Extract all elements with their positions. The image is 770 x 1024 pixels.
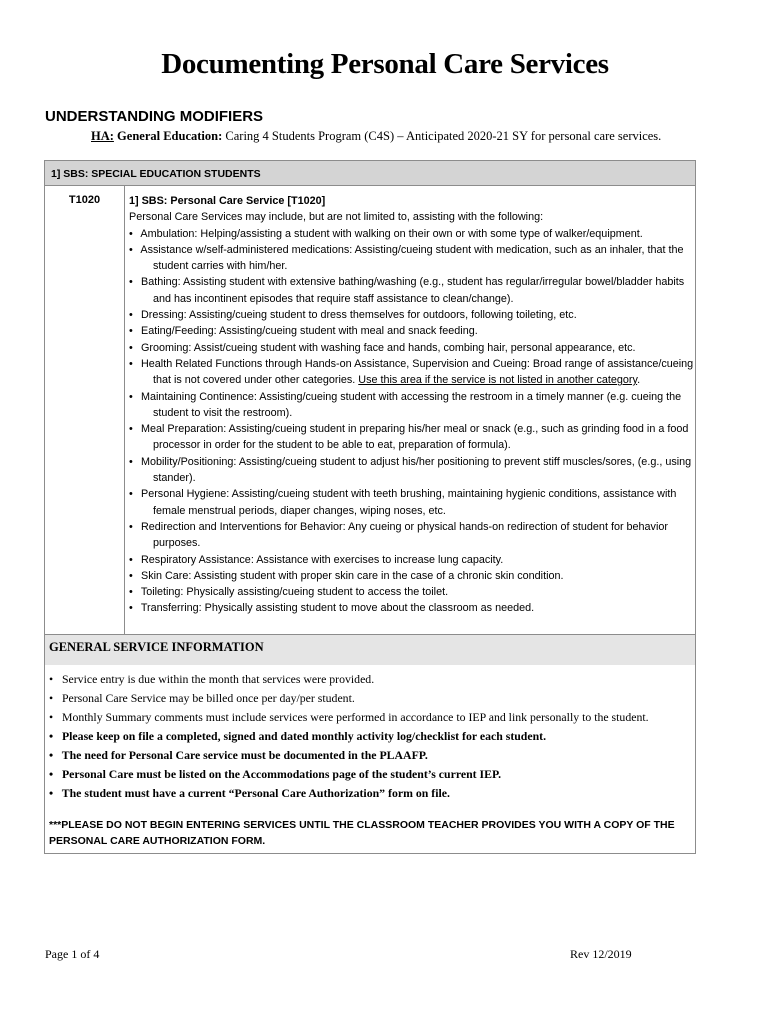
service-list [129, 226, 695, 617]
list-item: • The student must have a current “Personal Care Authorization” form on file. [49, 784, 689, 803]
bullet-icon: • [129, 520, 133, 533]
general-info-list [49, 670, 689, 803]
bullet-icon: • [129, 341, 133, 354]
list-item: • Health Related Functions through Hands-on Assistance, Supervision and Cueing: Broad range of assistance/cueing that is not covered under other categories. Use this area if the service is not listed in another category. [129, 357, 694, 387]
bullet-icon: • [49, 748, 54, 762]
list-item: • Ambulation: Helping/assisting a student with walking on their own or with some type of walker/equipment. [129, 226, 695, 242]
bullet-icon: • [49, 729, 54, 743]
ha-code: HA: [91, 129, 114, 143]
bullet-icon: • [49, 786, 54, 800]
service-code: T1020 [45, 186, 125, 634]
bullet-icon: • [129, 309, 133, 322]
list-item: • Service entry is due within the month that services were provided. [49, 670, 689, 689]
table-header: 1] SBS: SPECIAL EDUCATION STUDENTS [45, 161, 695, 186]
description-intro: Personal Care Services may include, but are not limited to, assisting with the following: [129, 211, 544, 224]
list-item: • Eating/Feeding: Assisting/cueing student with meal and snack feeding. [129, 323, 695, 339]
bullet-icon: • [49, 710, 54, 724]
list-item: • Meal Preparation: Assisting/cueing student in preparing his/her meal or snack (e.g., such as grinding food in a food processor in order for the student to be able to eat, preparation of formula). [129, 423, 689, 452]
document-title: Documenting Personal Care Services [161, 48, 609, 80]
list-item: • Monthly Summary comments must include services were performed in accordance to IEP and link personally to the student. [49, 708, 689, 727]
bullet-icon: • [129, 602, 133, 615]
list-item: • Mobility/Positioning: Assisting/cueing student to adjust his/her positioning to prevent stiff muscles/sores, (e.g., using stander). [129, 455, 692, 485]
list-item: • Respiratory Assistance: Assistance with exercises to increase lung capacity. [129, 552, 695, 568]
revision-date: Rev 12/2019 [570, 947, 632, 961]
bullet-icon: • [129, 357, 133, 370]
list-item: • Personal Care Service may be billed once per day/per student. [49, 689, 689, 708]
list-item: • Please keep on file a completed, signed and dated monthly activity log/checklist for each student. [49, 727, 689, 746]
bullet-icon: • [129, 276, 133, 289]
description-title: 1] SBS: Personal Care Service [T1020] [129, 195, 326, 207]
list-item: • Maintaining Continence: Assisting/cueing student with accessing the restroom in a timely manner (e.g. cueing the student to visit the restroom). [129, 390, 682, 419]
ha-label: General Education: [117, 129, 223, 143]
bullet-icon: • [49, 672, 54, 686]
list-item: • Personal Care must be listed on the Accommodations page of the student’s current IEP. [49, 765, 689, 784]
ha-modifier-line [91, 129, 661, 144]
bullet-icon: • [129, 586, 133, 599]
bullet-icon: • [49, 691, 54, 705]
list-item: • Dressing: Assisting/cueing student to dress themselves for outdoors, following toileting, etc. [129, 307, 695, 323]
section-heading: UNDERSTANDING MODIFIERS [45, 108, 264, 125]
bullet-icon: • [49, 767, 54, 781]
list-item: • Bathing: Assisting student with extensive bathing/washing (e.g., student has regular/irregular bowel/bladder habits and has incontinent episodes that require staff assistance to clean/change). [129, 276, 685, 305]
bullet-icon: • [129, 227, 133, 240]
list-item: • Skin Care: Assisting student with proper skin care in the case of a chronic skin condition. [129, 568, 695, 584]
list-item: • The need for Personal Care service must be documented in the PLAAFP. [49, 746, 689, 765]
service-description [125, 186, 695, 634]
list-item: • Grooming: Assist/cueing student with washing face and hands, combing hair, personal appearance, etc. [129, 340, 695, 356]
bullet-icon: • [129, 390, 133, 403]
list-item: • Transferring: Physically assisting student to move about the classroom as needed. [129, 600, 695, 616]
general-info-heading: GENERAL SERVICE INFORMATION [45, 634, 695, 665]
ha-text: Caring 4 Students Program (C4S) – Anticipated 2020-21 SY for personal care services. [222, 129, 662, 143]
list-item: • Assistance w/self-administered medications: Assisting/cueing student with medication, such as an inhaler, that the student carries with him/her. [129, 243, 684, 273]
not-listed-note: Use this area if the service is not listed in another category [358, 374, 638, 387]
bullet-icon: • [129, 488, 133, 501]
authorization-warning: ***PLEASE DO NOT BEGIN ENTERING SERVICES UNTIL THE CLASSROOM TEACHER PROVIDES YOU WITH A COPY OF THE PERSONAL CARE AUTHORIZATION FORM. [49, 819, 675, 847]
list-item: • Redirection and Interventions for Behavior: Any cueing or physical hands-on redirection of student for behavior purposes. [129, 520, 668, 550]
bullet-icon: • [129, 325, 133, 338]
bullet-icon: • [129, 553, 133, 566]
bullet-icon: • [129, 243, 133, 256]
page-number: Page 1 of 4 [45, 947, 100, 961]
bullet-icon: • [129, 423, 133, 436]
bullet-icon: • [129, 569, 133, 582]
service-table [44, 160, 696, 854]
list-item: • Personal Hygiene: Assisting/cueing student with teeth brushing, maintaining hygienic conditions, assistance with female menstrual periods, diaper changes, wiping noses, etc. [129, 488, 677, 517]
bullet-icon: • [129, 455, 133, 468]
list-item: • Toileting: Physically assisting/cueing student to access the toilet. [129, 584, 695, 600]
